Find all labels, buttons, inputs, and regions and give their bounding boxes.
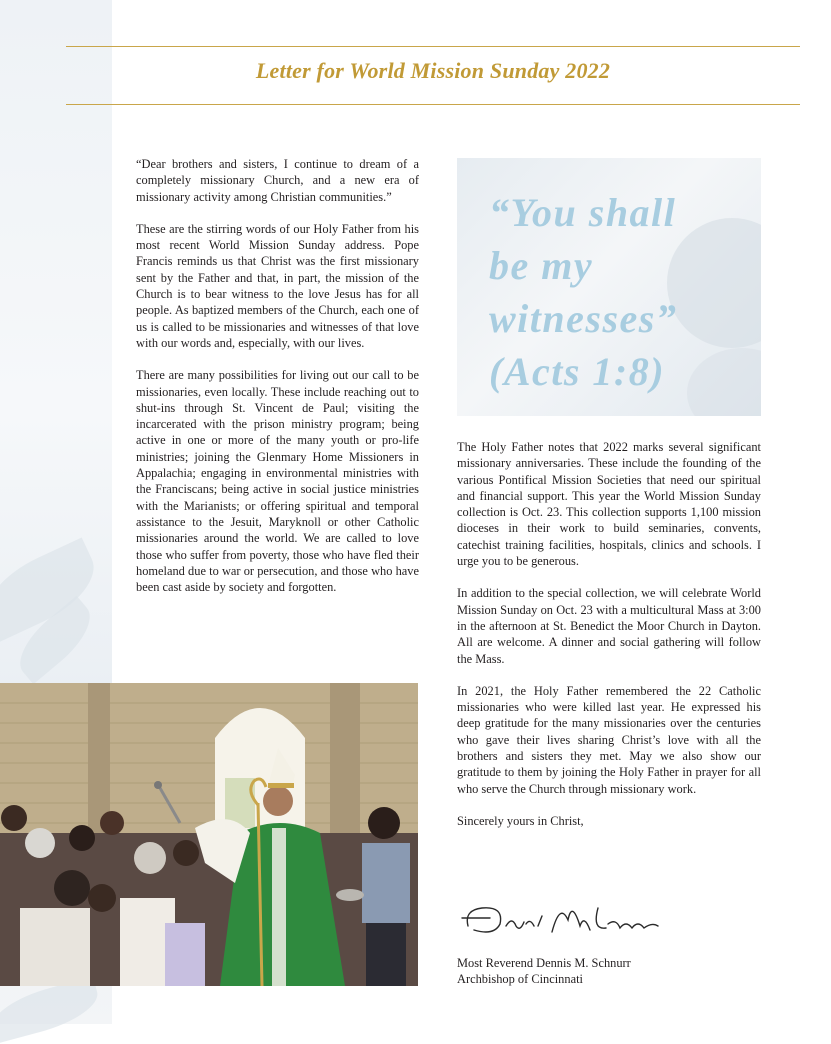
signer-title: Archbishop of Cincinnati (457, 972, 583, 987)
paragraph: “Dear brothers and sisters, I continue to dream of a completely missionary Church, and a new era of missionary activity among Christian communities.” (136, 157, 419, 204)
page-title: Letter for World Mission Sunday 2022 (255, 58, 611, 83)
pull-quote-box (457, 158, 761, 416)
pull-quote-line: witnesses” (489, 296, 678, 341)
paragraph: These are the stirring words of our Holy Father from his most recent World Mission Sunday address. Pope Francis reminds us that Christ was the first missionary sent by the Father and that, in part, the mission of the Church is to bear witness to the love Jesus has for all people. As baptized members of the Church, each one of us is called to be missionaries and witnesses of that love with our words and, especially, with our lives. (136, 221, 419, 350)
pull-quote-line: “You shall (489, 190, 677, 235)
paragraph: There are many possibilities for living out our call to be missionaries, even locally. These include reaching out to shut-ins through St. Vincent de Paul; visiting the incarcerated with the prison ministry program; being active in one or more of the many youth or pro-life ministries; joining the Glenmary Home Missioners in Appalachia; engaging in environmental ministries with the Franciscans; being active in social justice ministries with the Marianists; or offering spiritual and temporal assistance to the Jesuit, Maryknoll or other Catholic missionaries around the world. We are called to love those who suffer from poverty, those who have fled their homeland due to war or persecution, and those who have been cast aside by society and forgotten. (136, 368, 419, 595)
closing-line: Sincerely yours in Christ, (457, 813, 584, 828)
header-top-rule (66, 46, 800, 47)
paragraph: In 2021, the Holy Father remembered the 22 Catholic missionaries who were killed last year. He expressed his deep gratitude for the many missionaries over the centuries who gave their lives sharing Christ’s love with all the brothers and sisters they met. May we also show our gratitude to them by joining the Holy Father in prayer for all who serve the Church through missionary work. (457, 683, 761, 796)
pull-quote-line: be my (489, 243, 594, 288)
signature-image (460, 896, 700, 944)
pull-quote-line: (Acts 1:8) (489, 349, 666, 394)
pull-quote-text (489, 186, 759, 398)
paragraph: The Holy Father notes that 2022 marks several significant missionary anniversaries. These include the founding of the various Pontifical Mission Societies that need our spiritual and financial support. This year the World Mission Sunday collection is Oct. 23. This collection supports 1,100 mission dioceses in their work to build seminaries, convents, catechist training facilities, hospitals, clinics and schools. I urge you to be generous. (457, 440, 761, 569)
signer-name: Most Reverend Dennis M. Schnurr (457, 956, 631, 970)
left-text-column (136, 156, 419, 611)
paragraph: In addition to the special collection, we will celebrate World Mission Sunday on Oct. 23 with a multicultural Mass at 3:00 in the afternoon at St. Benedict the Moor Church in Dayton. All are welcome. A dinner and social gathering will follow the Mass. (457, 586, 761, 666)
mass-photo (0, 683, 418, 986)
header-bottom-rule (66, 104, 800, 105)
signer-block (457, 955, 761, 988)
right-text-column (457, 439, 761, 845)
